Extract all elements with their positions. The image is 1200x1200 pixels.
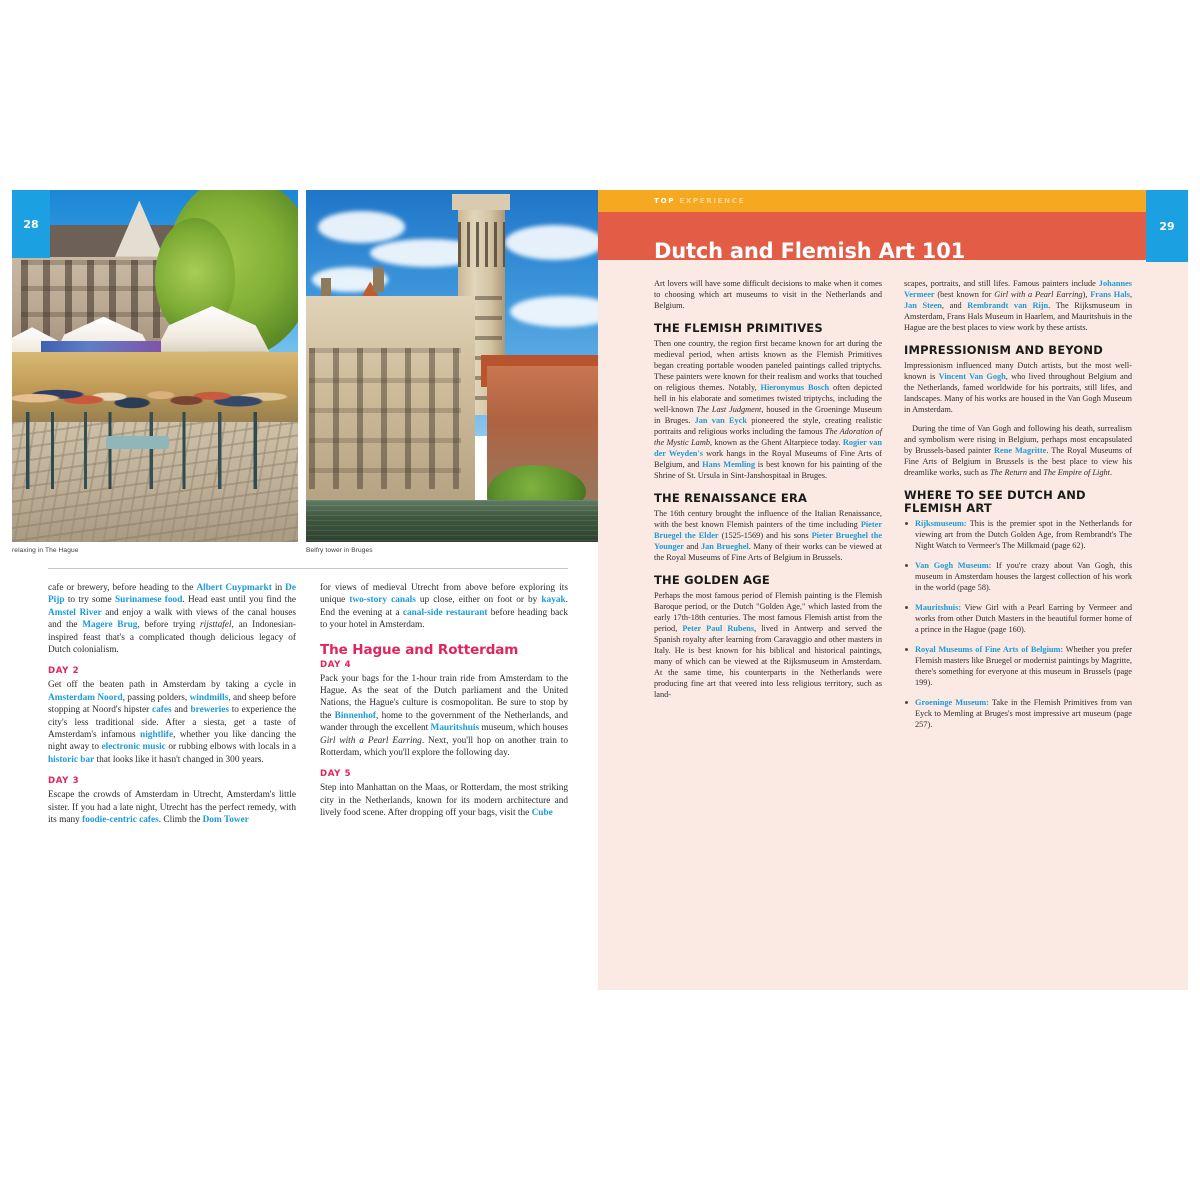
outdoor-chairs [18,412,293,489]
page-number-left: 28 [12,190,50,258]
day-3-text: Escape the crowds of Amsterdam in Utrecht, Amsterdam's little sister. If you had a late night, Utrecht has the perfect remedy, with its many foodie-centric cafes. Climb the Dom Tower [48,790,296,826]
top-experience-rest: EXPERIENCE [679,196,746,205]
day-2-text: Get off the beaten path in Amsterdam by taking a cycle in Amsterdam Noord, passing polders, windmills, and sheep before stopping at Noord's hipster cafes and breweries to experience the city's less traditional side. After a siesta, get a taste of Amsterdam's infamous nightlife, whether you like dancing the night away to electronic music or rubbing elbows with locals in a historic bar that looks like it hasn't changed in 300 years. [48,680,296,765]
top-experience-lead: TOP [654,196,676,205]
heading-flemish-primitives: THE FLEMISH PRIMITIVES [654,321,823,335]
heading-where-to-see-art: WHERE TO SEE DUTCH AND FLEMISH ART [904,488,1086,515]
museum-desc: Take in the Flemish Primitives from van Eyck to Memling at Bruges's most impressive art museum (page 257). [915,698,1133,729]
photo-caption-1: relaxing in The Hague [12,547,79,554]
museum-name: Van Gogh Museum: [915,561,992,570]
canal-water [306,500,598,542]
flemish-primitives-text: Then one country, the region first became known for art during the medieval period, when artists known as the Flemish Primitives began creating portable wooden paneled paintings called triptychs. These painters were known for their realism and works that touched on religious themes. Notably, Hieronymus Bosch often depicted hell in his elaborate and sometimes twisted triptychs, including the well-known The Last Judgment, housed in the Groeninge Museum in Bruges. Jan van Eyck pioneered the style, creating realistic portraits and religious works including the famous The Adoration of the Mystic Lamb, known as the Ghent Altarpiece today. Rogier van der Weyden's work hangs in the Royal Museums of Fine Arts of Belgium, and Hans Memling is best known for his painting of the Shrine of St. Ursula in Sint-Janshospitaal in Bruges. [654,339,883,480]
caption-row [12,542,598,564]
intro-paragraph: Art lovers will have some difficult decisions to make when it comes to choosing which art museums to visit in the Netherlands and Belgium. [654,279,882,310]
museum-desc: If you're crazy about Van Gogh, this museum in Amsterdam houses the largest collection of his work in the world (page 58). [915,561,1132,592]
chimney [373,267,384,292]
right-page [598,190,1188,990]
list-item [904,644,1132,688]
museum-name: Rijksmuseum: [915,519,967,528]
right-page-columns [654,278,1132,739]
museum-name: Mauritshuis: [915,603,962,612]
renaissance-era-text: The 16th century brought the influence of the Italian Renaissance, with the best known Flemish painters of the time including Pieter Bruegel the Elder (1525-1569) and his sons Pieter Brueghel the Younger and Jan Brueghel. Many of their works can be viewed at the Royal Museums of Fine Arts of Belgium in Brussels. [654,509,882,562]
photo-belfry-tower-bruges [306,190,598,542]
golden-age-text: Perhaps the most famous period of Flemish painting is the Flemish Baroque period, or the Dutch "Golden Age," which lasted from the early 17th-18th centuries. The most famous Flemish artist from the period, Peter Paul Rubens, lived in Antwerp and served the Spanish royalty after learning from Caravaggio and other masters in Italy. He is best known for his biblical and historical paintings, many of which can be viewed at the Rijksmuseum in Amsterdam. At the same time, his counterparts in the Netherlands were producing fine art that veered into less religious territory, such as land- [654,591,882,699]
photo-row [12,190,598,542]
list-item [904,602,1132,635]
left-page [12,190,598,990]
day-4-label: DAY 4 [320,659,352,670]
day-4-text: Pack your bags for the 1-hour train ride from Amsterdam to the Hague. As the seat of the Dutch parliament and the United Nations, the Hague's culture is cosmopolitan. Be sure to stop by the Binnenhof, home to the government of the Netherlands, and wander through the excellent Mauritshuis museum, which houses Girl with a Pearl Earring. Next, you'll hop on another train to Rotterdam, which you'll explore the following day. [320,673,568,759]
left-page-columns [48,582,568,982]
right-column-1 [654,278,882,739]
golden-age-text-continued: scapes, portraits, and still lifes. Famous painters include Johannes Vermeer (best known for Girl with a Pearl Earring), Frans Hals, Jan Steen, and Rembrandt van Rijn. The Rijksmuseum in Amsterdam, Frans Hals Museum in Haarlem, and Mauritshuis in the Hague are the best places to view work by these artists. [904,279,1133,332]
museum-list [904,518,1132,730]
belfry-arches [458,222,505,268]
book-spread [12,190,1188,990]
heading-golden-age: THE GOLDEN AGE [654,573,770,587]
house-windows [309,348,461,489]
page-number-right: 29 [1146,190,1188,262]
paragraph-continued: cafe or brewery, before heading to the Albert Cuypmarkt in De Pijp to try some Surinamese food. Head east until you find the Amstel River and enjoy a walk with views of the canal houses and the Magere Brug, before trying rijsttafel, an Indonesian-inspired feast that's a complicated though delicious legacy of Dutch colonialism. [48,583,297,656]
left-column-2 [320,582,568,982]
section-heading-hague-rotterdam: The Hague and Rotterdam [320,641,519,658]
museum-desc: This is the premier spot in the Netherlands for viewing art from the Dutch Golden Age, from Rembrandt's The Night Watch to Vermeer's The Milkmaid (page 62). [915,519,1132,550]
impressionism-text-1: Impressionism influenced many Dutch artists, but the most well-known is Vincent Van Gogh, who lived throughout Belgium and the Netherlands, famed worldwide for his portraits, still lifes, and landscapes. Many of his works are housed in the Van Gogh Museum in Amsterdam. [904,361,1132,414]
day-5-label: DAY 5 [320,769,352,780]
horizontal-divider [48,568,568,569]
cloud [318,211,406,243]
impressionism-text-2: During the time of Van Gogh and following his death, surrealism and symbolism were rising in Belgium, perhaps most encapsulated by Brussels-based painter Rene Magritte. The Royal Museums of Fine Arts of Belgium in Brussels is the best place to view his dreamlike works, such as The Return and The Empire of Light. [904,424,1133,477]
heading-impressionism-and-beyond: IMPRESSIONISM AND BEYOND [904,343,1103,357]
museum-desc: Whether you prefer Flemish masters like Bruegel or modernist paintings by Magritte, there's something for everyone at this museum in Brussels (page 199). [915,645,1133,687]
photo-cafe-terrace-the-hague [12,190,298,542]
paragraph-continued-2: for views of medieval Utrecht from above before exploring its unique two-story canals up close, either on foot or by kayak. End the evening at a canal-side restaurant before heading back to your hotel in Amsterdam. [320,583,568,631]
museum-name: Groeninge Museum: [915,698,989,707]
museum-name: Royal Museums of Fine Arts of Belgium: [915,645,1064,654]
list-item [904,560,1132,593]
outdoor-table [106,436,169,448]
day-2-label: DAY 2 [48,666,80,677]
left-column-1 [48,582,296,982]
day-3-label: DAY 3 [48,776,80,787]
page-title: Dutch and Flemish Art 101 [654,239,966,264]
right-column-2 [904,278,1132,739]
museum-desc: View Girl with a Pearl Earring by Vermeer and works from other Dutch Masters in the beautiful former home of a prince in the Hague (page 160). [915,603,1132,634]
day-5-text: Step into Manhattan on the Maas, or Rotterdam, the most striking city in the Netherlands, known for its modern architecture and lively food scene. After dropping off your bags, visit the Cube [320,783,568,819]
heading-renaissance-era: THE RENAISSANCE ERA [654,491,808,505]
top-experience-label [654,196,745,205]
list-item [904,697,1132,730]
list-item [904,518,1132,551]
photo-caption-2: Belfry tower in Bruges [306,547,373,554]
